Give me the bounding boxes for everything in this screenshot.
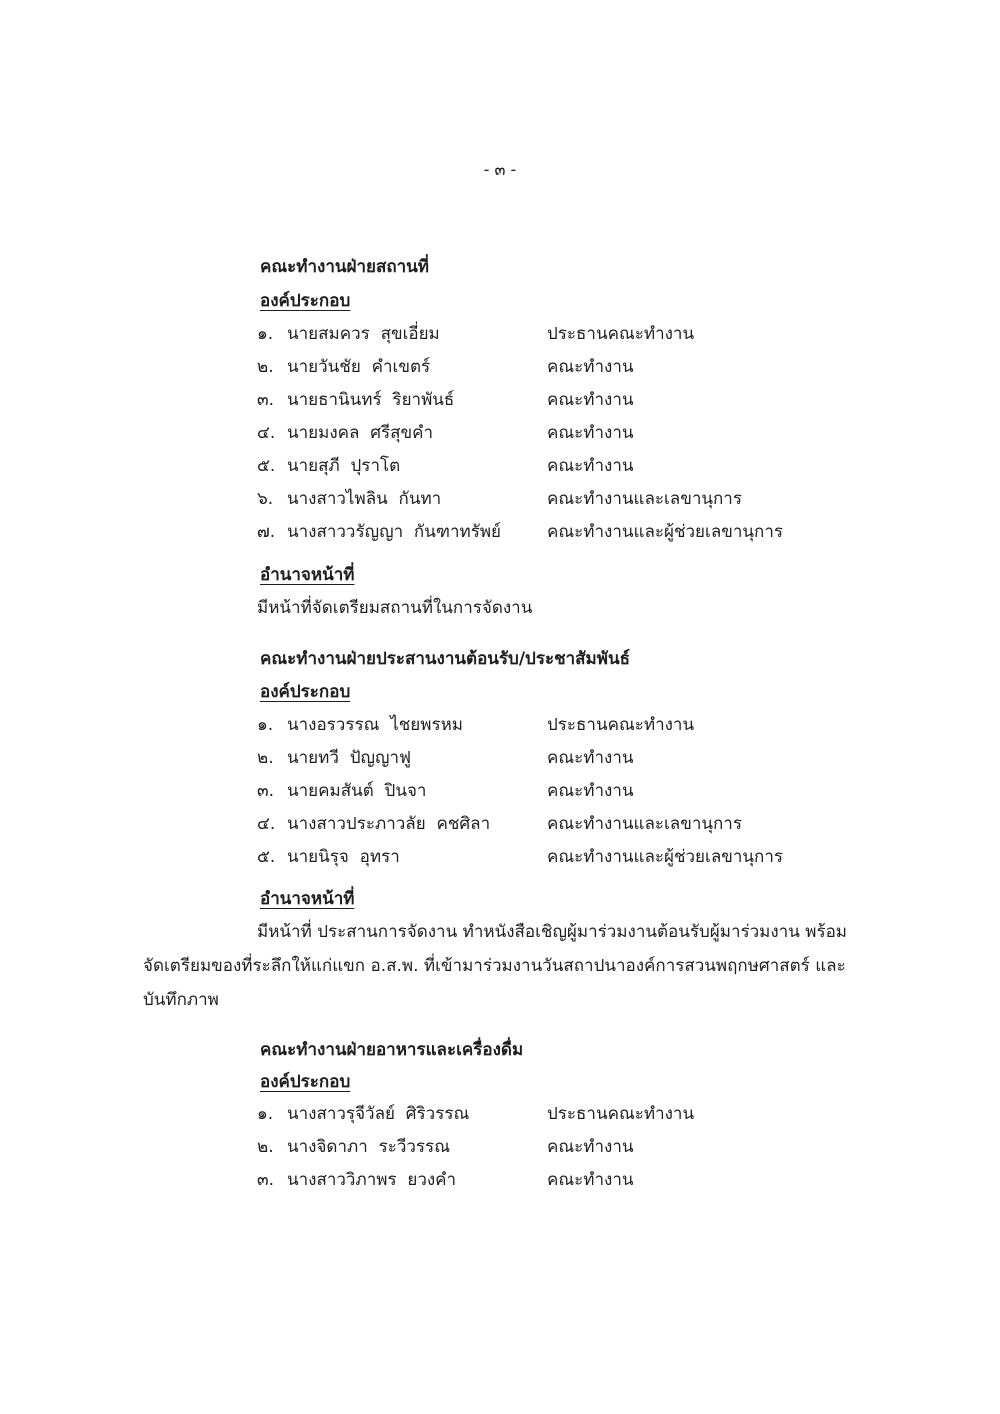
- member-row: [257, 353, 817, 379]
- member-number: ๕.: [257, 847, 276, 867]
- member-name: นางสาววิภาพร ยวงคำ: [287, 1170, 457, 1190]
- member-row: [257, 320, 817, 346]
- member-role: คณะทำงานและผู้ช่วยเลขานุการ: [547, 522, 783, 542]
- duty-heading: อำนาจหน้าที่: [260, 889, 355, 909]
- duty-heading: อำนาจหน้าที่: [260, 565, 355, 585]
- member-role: คณะทำงาน: [547, 748, 634, 768]
- member-number: ๔.: [257, 814, 276, 834]
- member-number: ๒.: [257, 357, 274, 377]
- member-number: ๗.: [257, 522, 276, 542]
- member-row: [257, 1100, 817, 1126]
- member-number: ๑.: [257, 1104, 274, 1124]
- member-name: นายวันชัย คำเขตร์: [287, 357, 431, 377]
- member-role: ประธานคณะทำงาน: [547, 324, 695, 344]
- member-row: [257, 711, 817, 737]
- member-number: ๑.: [257, 715, 274, 735]
- member-name: นายธานินทร์ ริยาพันธ์: [287, 390, 455, 410]
- member-row: [257, 518, 817, 544]
- member-number: ๓.: [257, 781, 275, 801]
- member-number: ๑.: [257, 324, 274, 344]
- member-name: นายคมสันต์ ปินจา: [287, 781, 427, 801]
- member-name: นางสาวประภาวลัย คชศิลา: [287, 814, 491, 834]
- member-role: ประธานคณะทำงาน: [547, 715, 695, 735]
- member-role: คณะทำงาน: [547, 390, 634, 410]
- member-name: นางสาวไพลิน กันทา: [287, 489, 442, 509]
- duty-text-line: จัดเตรียมของที่ระลึกให้แก่แขก อ.ส.พ. ที่เข้ามาร่วมงานวันสถาปนาองค์การสวนพฤกษศาสตร์ และ: [143, 956, 846, 976]
- member-name: นางสาวรุจีวัลย์ ศิริวรรณ: [287, 1104, 470, 1124]
- member-number: ๓.: [257, 1170, 275, 1190]
- member-role: คณะทำงาน: [547, 1170, 634, 1190]
- member-number: ๔.: [257, 423, 276, 443]
- duty-text-line: มีหน้าที่ ประสานการจัดงาน ทำหนังสือเชิญผู้มาร่วมงานต้อนรับผู้มาร่วมงาน พร้อม: [257, 922, 848, 942]
- member-row: [257, 810, 817, 836]
- section-title-reception-pr: คณะทำงานฝ่ายประสานงานต้อนรับ/ประชาสัมพันธ์: [260, 649, 630, 669]
- member-role: คณะทำงาน: [547, 357, 634, 377]
- duty-text-line: บันทึกภาพ: [143, 990, 219, 1010]
- member-name: นายสุภี ปุราโต: [287, 456, 401, 476]
- member-row: [257, 386, 817, 412]
- member-name: นางอรวรรณ ไชยพรหม: [287, 715, 463, 735]
- member-row: [257, 1133, 817, 1159]
- member-row: [257, 419, 817, 445]
- member-row: [257, 1166, 817, 1192]
- duty-text: มีหน้าที่จัดเตรียมสถานที่ในการจัดงาน: [257, 598, 533, 618]
- member-row: [257, 777, 817, 803]
- member-role: คณะทำงานและเลขานุการ: [547, 814, 742, 834]
- section-title-venue: คณะทำงานฝ่ายสถานที่: [260, 257, 430, 277]
- member-name: นายสมควร สุขเอี่ยม: [287, 324, 440, 344]
- member-role: คณะทำงานและผู้ช่วยเลขานุการ: [547, 847, 783, 867]
- members-heading: องค์ประกอบ: [260, 682, 351, 702]
- members-heading: องค์ประกอบ: [260, 1072, 351, 1092]
- member-number: ๓.: [257, 390, 275, 410]
- member-role: คณะทำงาน: [547, 781, 634, 801]
- member-name: นางสาววรัญญา กันฑาทรัพย์: [287, 522, 502, 542]
- member-number: ๒.: [257, 748, 274, 768]
- member-row: [257, 744, 817, 770]
- member-number: ๒.: [257, 1137, 274, 1157]
- section-title-food-drinks: คณะทำงานฝ่ายอาหารและเครื่องดื่ม: [260, 1040, 524, 1060]
- member-name: นางจิดาภา ระวีวรรณ: [287, 1137, 450, 1157]
- member-role: คณะทำงาน: [547, 423, 634, 443]
- members-heading: องค์ประกอบ: [260, 291, 351, 311]
- member-role: ประธานคณะทำงาน: [547, 1104, 695, 1124]
- member-name: นายนิรุจ อุทรา: [287, 847, 400, 867]
- member-role: คณะทำงาน: [547, 456, 634, 476]
- member-row: [257, 843, 817, 869]
- member-name: นายมงคล ศรีสุขคำ: [287, 423, 434, 443]
- member-row: [257, 485, 817, 511]
- member-role: คณะทำงาน: [547, 1137, 634, 1157]
- page-number: - ๓ -: [483, 160, 517, 179]
- member-row: [257, 452, 817, 478]
- member-number: ๕.: [257, 456, 276, 476]
- member-role: คณะทำงานและเลขานุการ: [547, 489, 742, 509]
- member-name: นายทวี ปัญญาฟู: [287, 748, 412, 768]
- member-number: ๖.: [257, 489, 274, 509]
